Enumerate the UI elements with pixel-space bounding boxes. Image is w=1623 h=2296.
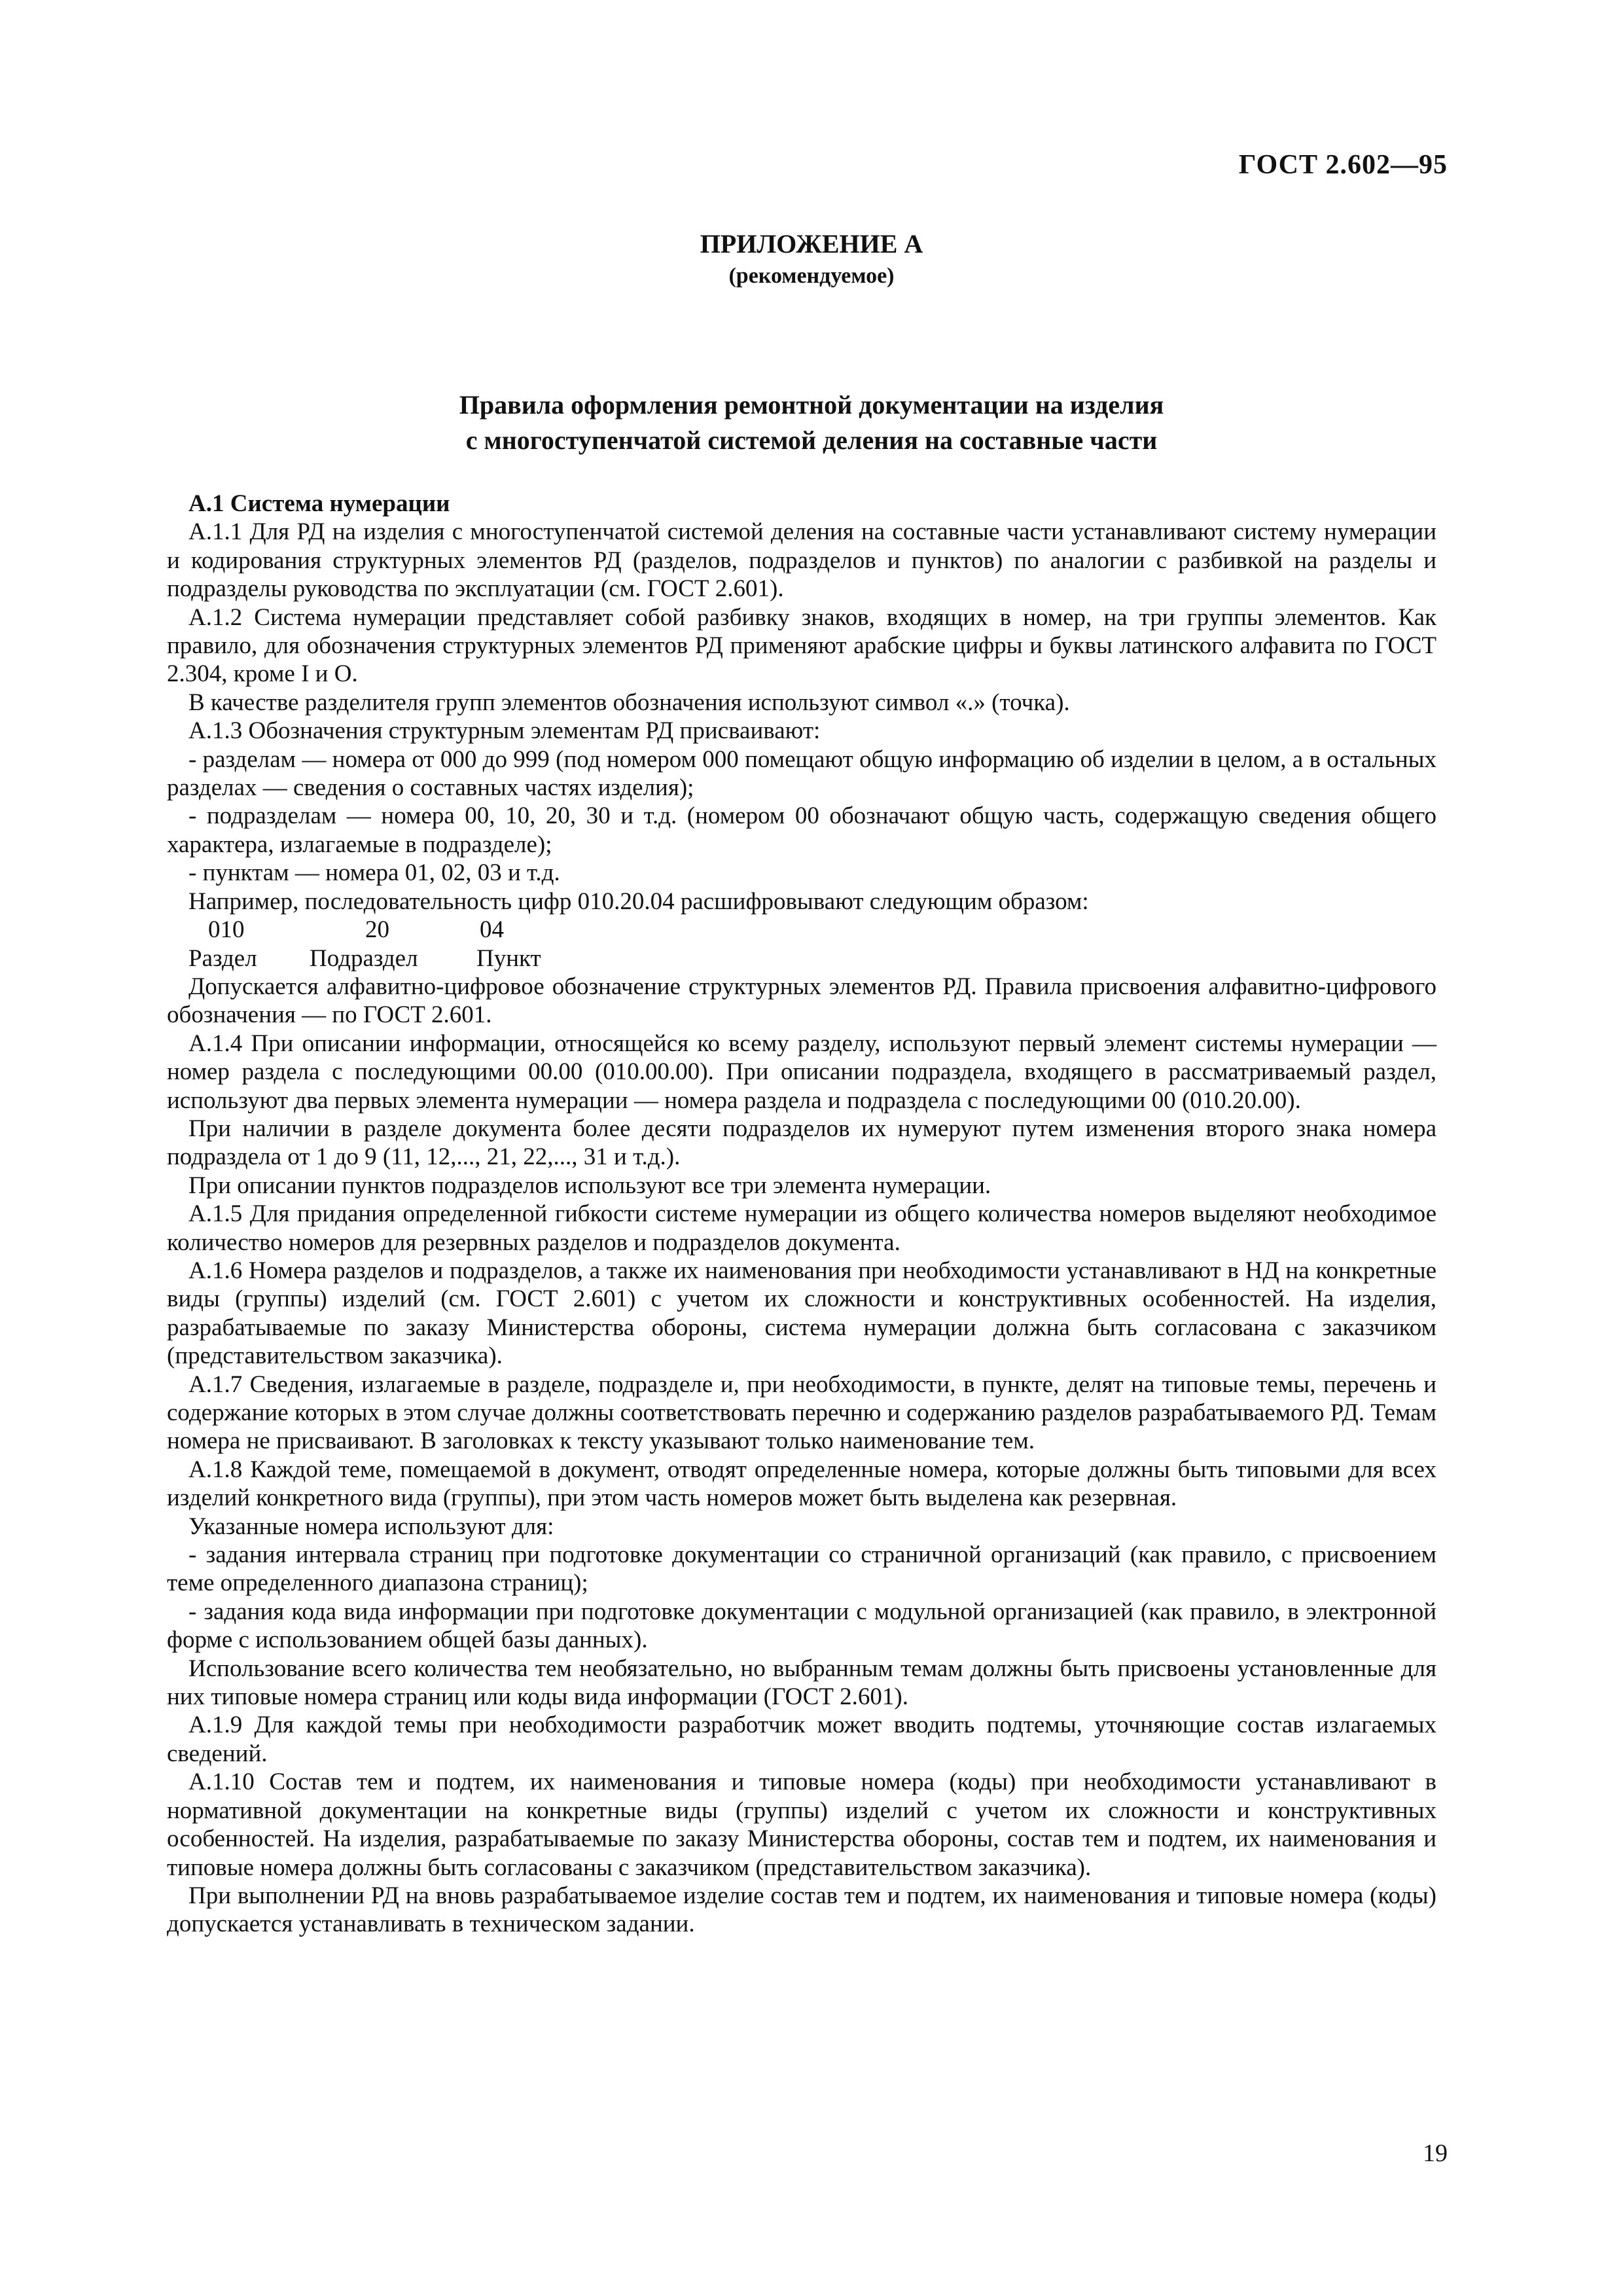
paragraph: А.1.9 Для каждой темы при необходимости разработчик может вводить подтемы, уточняющие состав излагаемых сведений. xyxy=(167,1712,1436,1767)
list-item: - разделам — номера от 000 до 999 (под номером 000 помещают общую информацию об изделии в целом, а в остальных разделах — сведения о составных частях изделия); xyxy=(167,745,1436,802)
document-body xyxy=(167,490,1436,1939)
example-labels-row xyxy=(167,944,1436,973)
paragraph: При описании пунктов подразделов используют все три элемента нумерации. xyxy=(188,1172,991,1199)
example-label-item: Пункт xyxy=(476,944,541,972)
example-code-item: 04 xyxy=(480,916,504,944)
example-code-subsection: 20 xyxy=(365,916,389,944)
document-title xyxy=(0,387,1623,458)
page-number: 19 xyxy=(1423,2140,1448,2167)
list-item: - пунктам — номера 01, 02, 03 и т.д. xyxy=(188,859,560,887)
paragraph: А.1.3 Обозначения структурным элементам РД присваивают: xyxy=(188,717,821,745)
example-label-subsection: Подраздел xyxy=(310,944,418,972)
list-item: - задания кода вида информации при подготовке документации с модульной организацией (как правило, в электронной форме с использованием общей базы данных). xyxy=(167,1598,1436,1654)
paragraph: А.1.5 Для придания определенной гибкости системе нумерации из общего количества номеров выделяют необходимое количество номеров для резервных разделов и подразделов документа. xyxy=(167,1200,1436,1256)
paragraph: Допускается алфавитно-цифровое обозначение структурных элементов РД. Правила присвоения алфавитно-цифрового обозначения — по ГОСТ 2.601. xyxy=(167,973,1436,1029)
example-label-section: Раздел xyxy=(188,944,257,972)
example-code-section: 010 xyxy=(208,916,245,944)
list-item: - задания интервала страниц при подготовке документации со страничной организаций (как правило, с присвоением теме определенного диапазона страниц); xyxy=(167,1541,1436,1597)
paragraph: А.1.4 При описании информации, относящейся ко всему разделу, используют первый элемент системы нумерации — номер раздела с последующими 00.00 (010.00.00). При описании подраздела, входящего в рассматриваемый раздел, используют два первых элемента нумерации — номера раздела и подраздела с последующими 00 (010.20.00). xyxy=(167,1030,1436,1114)
paragraph: А.1.7 Сведения, излагаемые в разделе, подразделе и, при необходимости, в пункте, делят на типовые темы, перечень и содержание которых в этом случае должны соответствовать перечню и содержанию разделов разрабатываемого РД. Темам номера не присваивают. В заголовках к тексту указывают только наименование тем. xyxy=(167,1371,1436,1455)
paragraph: А.1.2 Система нумерации представляет собой разбивку знаков, входящих в номер, на три группы элементов. Как правило, для обозначения структурных элементов РД применяют арабские цифры и буквы латинского алфавита по ГОСТ 2.304, кроме I и O. xyxy=(167,603,1436,688)
document-title-line-1: Правила оформления ремонтной документации на изделия xyxy=(459,390,1164,420)
document-title-line-2: с многоступенчатой системой деления на составные части xyxy=(465,425,1158,455)
document-code: ГОСТ 2.602—95 xyxy=(1238,150,1448,180)
paragraph: При наличии в разделе документа более десяти подразделов их нумеруют путем изменения второго знака номера подраздела от 1 до 9 (11, 12,..., 21, 22,..., 31 и т.д.). xyxy=(167,1115,1436,1171)
paragraph: А.1.8 Каждой теме, помещаемой в документ, отводят определенные номера, которые должны быть типовыми для всех изделий конкретного вида (группы), при этом часть номеров может быть выделена как резервная. xyxy=(167,1456,1436,1512)
appendix-subtitle: (рекомендуемое) xyxy=(728,264,895,288)
paragraph: Использование всего количества тем необязательно, но выбранным темам должны быть присвоены установленные для них типовые номера страниц или коды вида информации (ГОСТ 2.601). xyxy=(167,1655,1436,1711)
appendix-title: ПРИЛОЖЕНИЕ А xyxy=(700,229,923,259)
list-item: - подразделам — номера 00, 10, 20, 30 и т.д. (номером 00 обозначают общую часть, содержащую сведения общего характера, излагаемые в подразделе); xyxy=(167,802,1436,858)
example-codes-row xyxy=(167,916,1436,944)
paragraph: А.1.1 Для РД на изделия с многоступенчатой системой деления на составные части устанавливают систему нумерации и кодирования структурных элементов РД (разделов, подразделов и пунктов) по аналогии с разбивкой на разделы и подразделы руководства по эксплуатации (см. ГОСТ 2.601). xyxy=(167,518,1436,603)
paragraph: В качестве разделителя групп элементов обозначения используют символ «.» (точка). xyxy=(188,689,1070,716)
paragraph: А.1.10 Состав тем и подтем, их наименования и типовые номера (коды) при необходимости устанавливают в нормативной документации на конкретные виды (группы) изделий с учетом их сложности и конструктивных особенностей. На изделия, разрабатываемые по заказу Министерства обороны, состав тем и подтем, их наименования и типовые номера должны быть согласованы с заказчиком (представительством заказчика). xyxy=(167,1768,1436,1881)
section-heading: А.1 Система нумерации xyxy=(188,490,450,517)
paragraph: А.1.6 Номера разделов и подразделов, а также их наименования при необходимости устанавливают в НД на конкретные виды (группы) изделий (см. ГОСТ 2.601) с учетом их сложности и конструктивных особенностей. На изделия, разрабатываемые по заказу Министерства обороны, система нумерации должна быть согласована с заказчиком (представительством заказчика). xyxy=(167,1257,1436,1370)
appendix-heading xyxy=(0,228,1623,292)
paragraph: Например, последовательность цифр 010.20.04 расшифровывают следующим образом: xyxy=(188,888,1089,915)
paragraph: Указанные номера используют для: xyxy=(188,1513,554,1540)
paragraph: При выполнении РД на вновь разрабатываемое изделие состав тем и подтем, их наименования и типовые номера (коды) допускается устанавливать в техническом задании. xyxy=(167,1882,1436,1938)
